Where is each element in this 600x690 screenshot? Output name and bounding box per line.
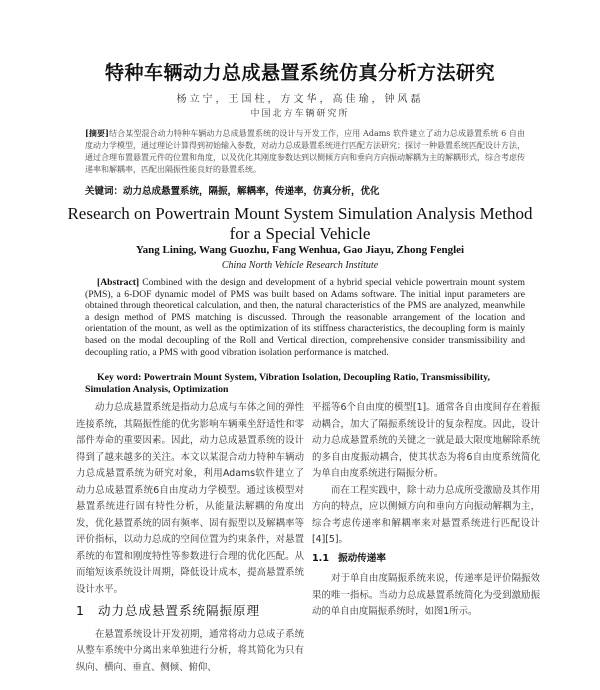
paper-title-en: Research on Powertrain Mount System Simulation Analysis Method for a Special Vehicle: [67, 204, 533, 243]
body-column-right: [312, 400, 540, 621]
abstract-cn-label: [摘要]: [85, 128, 109, 138]
abstract-cn-text: 结合某型混合动力特种车辆动力总成悬置系统的设计与开发工作，应用 Adams 软件建立了动力总成悬置系统 6 自由度动力学模型，通过理论计算得到初始输入参数，对动力总成悬置系统进行匹配方法研究；探讨一种悬置系统匹配设计方法，通过合理布置悬置元件的位置和角度，以及优化其刚度参数达到以侧倾方向和垂向方向振动解耦为主的解耦形式，综合考虑传递率和解耦率，匹配出隔振性能良好的悬置系统。: [85, 129, 525, 174]
body-column-left: [76, 400, 304, 676]
abstract-en: [85, 277, 525, 358]
body-paragraph-2: 而在工程实践中，除十动力总成所受激励及其作用方向的特点，应以侧倾方向和垂向方向振动解耦为主，综合考虑传递率和解耦率来对悬置系统进行匹配设计[4][5]。: [312, 484, 540, 545]
paper-title-cn: 特种车辆动力总成悬置系统仿真分析方法研究: [104, 62, 495, 84]
body-paragraph-intro: 动力总成悬置系统是指动力总成与车体之间的弹性连接系统，其隔振性能的优劣影响车辆乘坐舒适性和零部件寿命的重要因素。因此，动力总成悬置系统的设计得到了越来越多的关注。本文以某混合动力特种车辆动力总成悬置系统为研究对象，利用Adams软件建立了动力总成悬置系统6自由度动力学模型。通过该模型对悬置系统进行固有特性分析，从能量法解耦的角度出发，优化悬置系统的固有频率、固有振型以及解耦率等评价指标，以动力总成的空间位置为约束条件，对悬置系统的布置和刚度特性等参数进行合理的优化匹配。从而缩短该系统设计周期，降低设计成本，提高悬置系统设计水平。: [76, 402, 304, 595]
abstract-en-label: [Abstract]: [97, 277, 140, 288]
keywords-en-label: Key word:: [97, 372, 142, 383]
body-paragraph-3: 对于单自由度隔振系统来说，传递率是评价隔振效果的唯一指标。当动力总成悬置系统简化为受到激励振动的单自由度隔振系统时，如图1所示。: [312, 573, 540, 617]
keywords-cn: 关键词：动力总成悬置系统，隔振，解耦率，传递率，仿真分析，优化: [85, 186, 380, 197]
subsection-title: 振动传递率: [338, 552, 386, 564]
authors-en: Yang Lining, Wang Guozhu, Fang Wenhua, Gao Jiayu, Zhong Fenglei: [135, 244, 465, 256]
affiliation-en: China North Vehicle Research Institute: [221, 260, 379, 271]
keywords-en: [85, 372, 525, 396]
section-number: 1: [76, 603, 85, 618]
affiliation-cn: 中国北方车辆研究所: [250, 109, 350, 119]
authors-cn: 杨立宁，王国柱，方文华，高佳瑜，钟风磊: [176, 94, 424, 105]
section-title: 动力总成悬置系统隔振原理: [98, 603, 261, 618]
body-paragraph-section1: 在悬置系统设计开发初期，通常将动力总成子系统从整车系统中分离出来单独进行分析，将其简化为只有纵向、横向、垂直、侧倾、俯仰、: [76, 628, 304, 673]
subsection-number: 1.1: [312, 552, 329, 564]
section-heading-1: [76, 603, 304, 620]
keywords-en-text: Powertrain Mount System, Vibration Isolation, Decoupling Ratio, Transmissibility, Simulation Analysis, Optimization: [85, 372, 490, 395]
abstract-en-text: Combined with the design and development of a hybrid special vehicle powertrain mount system (PMS), a 6-DOF dynamic model of PMS was built based on Adams software. The initial input parameters are obtained through theoretical calculation, and then, the natural characteristics of the PMS are analyzed, meanwhile a design method of PMS matching is discussed. Through the reasonable arrangement of the location and orientation of the mount, as well as the optimization of its stiffness characteristics, the decoupling form is mainly based on the modal decoupling of the Roll and Vertical direction, comprehensive consider transmissibility and decoupling ratio, a PMS with good vibration isolation performance is matched.: [85, 277, 525, 358]
body-paragraph-continued: 平摇等6个自由度的模型[1]。通常各自由度间存在着振动耦合，加大了隔振系统设计的复杂程度。因此，设计动力总成悬置系统的关键之一就是最大限度地解除系统的多自由度振动耦合，使其状态为将6自由度系统简化为单自由度系统进行隔振分析。: [312, 402, 540, 479]
subsection-heading-1-1: [312, 551, 540, 568]
abstract-cn: [85, 127, 525, 176]
